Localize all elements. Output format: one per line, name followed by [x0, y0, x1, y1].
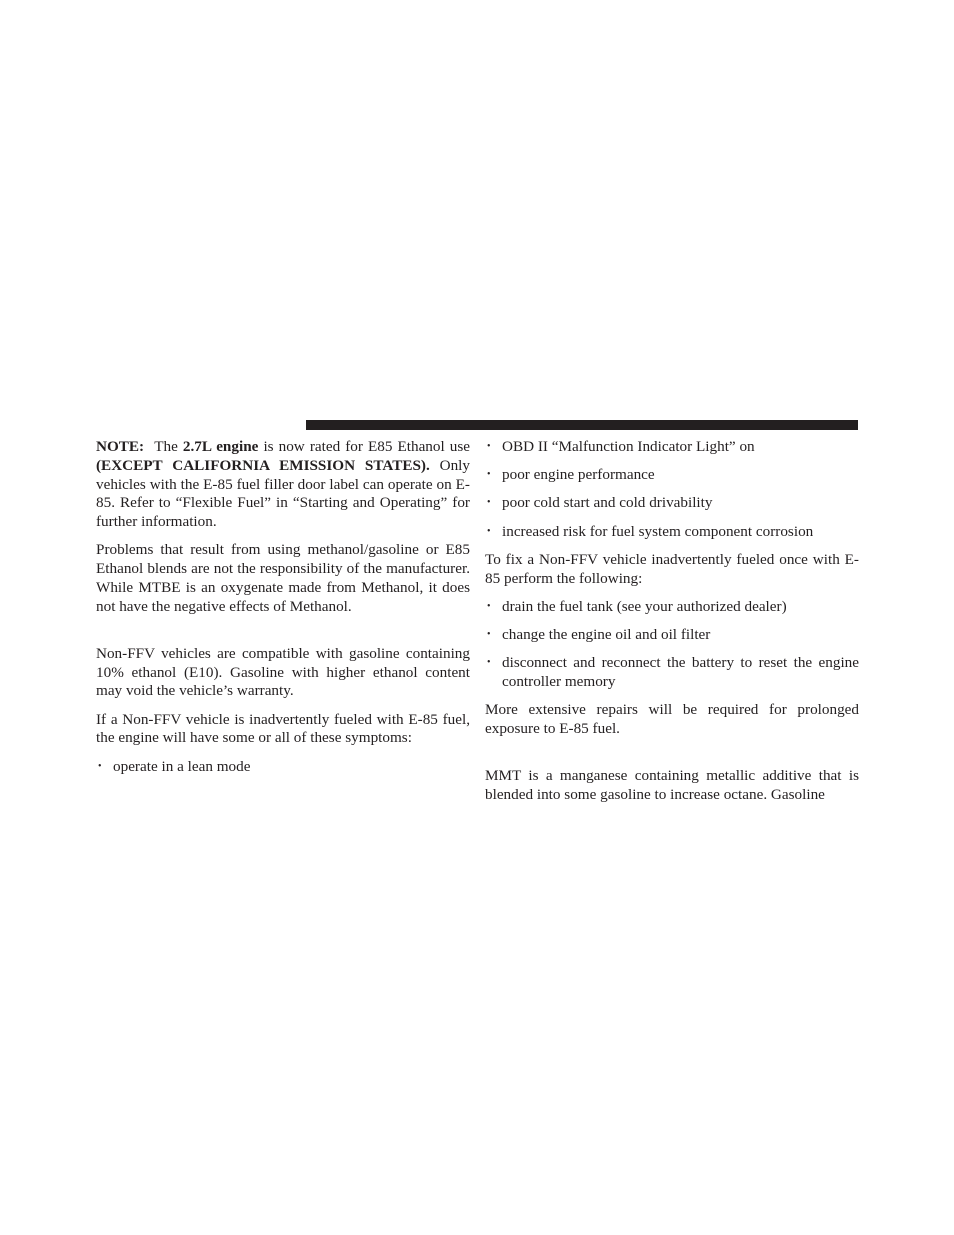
note-engine: 2.7L engine [182, 438, 259, 455]
list-item: • drain the fuel tank (see your authorized dealer) [487, 597, 787, 615]
symptom-list-right [485, 438, 859, 541]
symptom-list-left [96, 758, 470, 777]
section-spacer [485, 748, 859, 767]
fix-paragraph: To fix a Non-FFV vehicle inadvertently fueled once with E-85 perform the following: [485, 550, 859, 587]
note-paragraph [96, 438, 470, 532]
inadvertent-paragraph: If a Non-FFV vehicle is inadvertently fueled with E-85 fuel, the engine will have some or all of these symptoms: [96, 710, 470, 747]
list-item: • change the engine oil and oil filter [487, 625, 711, 643]
right-column [485, 438, 859, 814]
fix-list [485, 598, 859, 692]
left-column [96, 438, 470, 786]
list-item: • OBD II “Malfunction Indicator Light” on [487, 438, 755, 455]
bullet-icon: • [487, 497, 491, 509]
bullet-icon: • [98, 760, 102, 772]
bullet-icon: • [487, 628, 491, 640]
section-header-bar [306, 420, 858, 430]
note-text-2: is now rated for E85 Ethanol use [263, 438, 471, 455]
bullet-icon: • [487, 657, 491, 669]
repairs-paragraph: More extensive repairs will be required for prolonged exposure to E-85 fuel. [485, 701, 859, 737]
non-ffv-paragraph: Non-FFV vehicles are compatible with gasoline containing 10% ethanol (E10). Gasoline with higher ethanol content may void the vehicle’s warranty. [96, 644, 470, 700]
bullet-icon: • [487, 600, 491, 612]
section-spacer [96, 626, 470, 645]
bullet-icon: • [487, 469, 491, 481]
note-except: (EXCEPT CALIFORNIA EMISSION STATES). [96, 456, 430, 474]
list-item: • disconnect and reconnect the battery to reset the engine controller memory [487, 654, 859, 690]
list-item: • increased risk for fuel system component corrosion [487, 522, 814, 540]
mmt-paragraph: MMT is a manganese containing metallic additive that is blended into some gasoline to increase octane. Gasoline [485, 766, 859, 803]
list-item: • poor engine performance [487, 466, 655, 484]
bullet-icon: • [487, 525, 491, 537]
list-item: • operate in a lean mode [98, 757, 251, 775]
note-text-3: Only vehicles with the E-85 fuel filler door label can operate on E-85. Refer to “Flexible Fuel” in “Starting and Operating” for further information. [96, 456, 470, 531]
note-label: NOTE: [96, 438, 145, 455]
list-item: • poor cold start and cold drivability [487, 494, 713, 512]
problems-paragraph: Problems that result from using methanol/gasoline or E85 Ethanol blends are not the responsibility of the manufacturer. While MTBE is an oxygenate made from Methanol, it does not have the negative effects of Methanol. [96, 541, 470, 615]
note-text-1: The [154, 438, 178, 455]
bullet-icon: • [487, 441, 491, 452]
